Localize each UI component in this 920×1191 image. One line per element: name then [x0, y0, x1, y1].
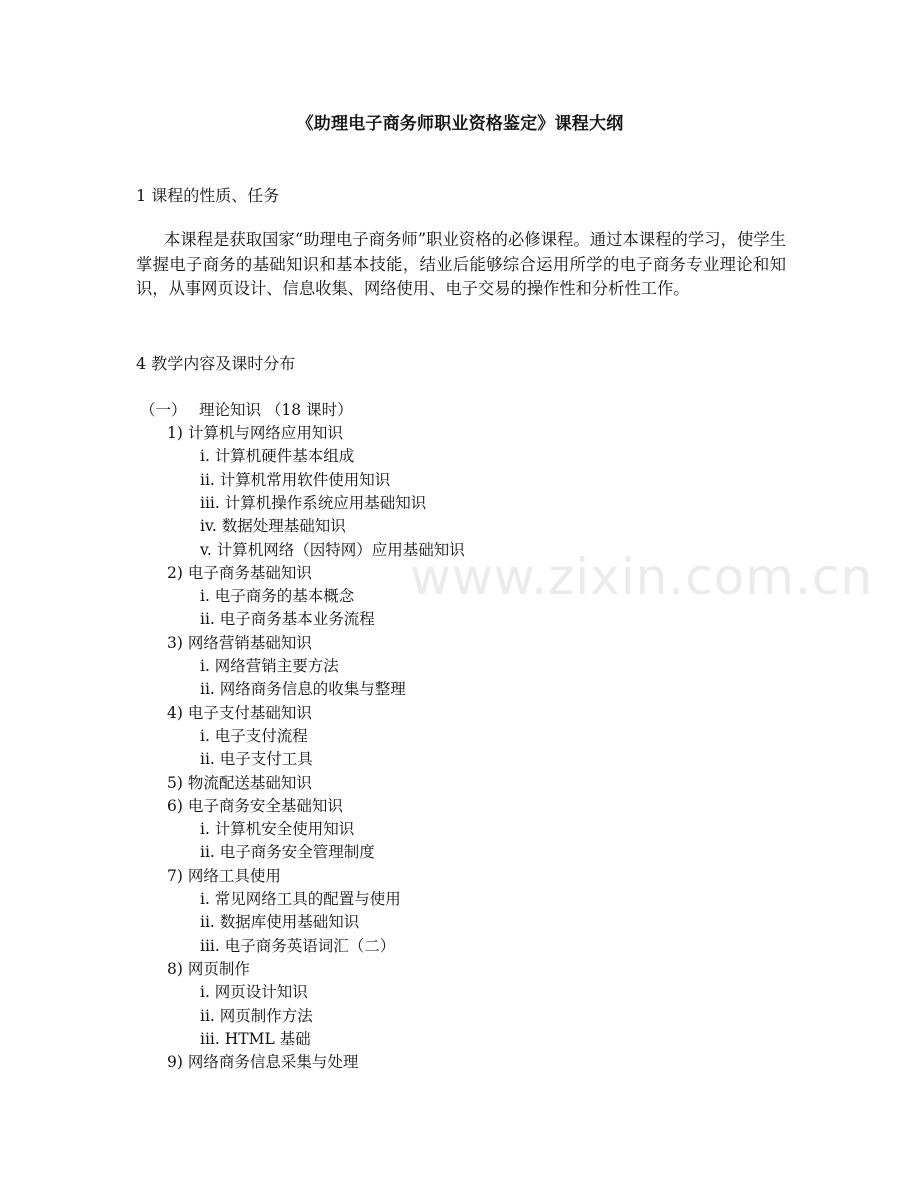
outline-subitem: ii. 电子商务安全管理制度 — [200, 843, 375, 861]
section-1-heading: 1 课程的性质、任务 — [136, 186, 280, 205]
outline-chapter: 5) 物流配送基础知识 — [167, 774, 312, 792]
section-4-heading: 4 教学内容及课时分布 — [136, 354, 296, 373]
outline-chapter: 7) 网络工具使用 — [167, 867, 281, 885]
outline-subitem: iii. HTML 基础 — [200, 1030, 311, 1048]
outline-chapter: 3) 网络营销基础知识 — [167, 634, 312, 652]
watermark: www.zixin.com.cn — [410, 548, 874, 606]
document-title: 《助理电子商务师职业资格鉴定》课程大纲 — [296, 114, 624, 134]
outline-subitem: i. 网络营销主要方法 — [200, 657, 339, 675]
outline-subitem: ii. 网页制作方法 — [200, 1007, 313, 1025]
outline-subitem: ii. 数据库使用基础知识 — [200, 913, 360, 931]
outline-subitem: ii. 电子支付工具 — [200, 750, 313, 768]
outline-chapter: 6) 电子商务安全基础知识 — [167, 797, 343, 815]
outline-subitem: i. 网页设计知识 — [200, 983, 308, 1001]
outline-subitem: i. 电子商务的基本概念 — [200, 587, 355, 605]
outline-subitem: ii. 电子商务基本业务流程 — [200, 610, 375, 628]
outline-subitem: iii. 计算机操作系统应用基础知识 — [200, 494, 427, 512]
part-label: （一） — [140, 401, 187, 419]
outline-chapter: 8) 网页制作 — [167, 960, 250, 978]
outline-subitem: i. 计算机硬件基本组成 — [200, 447, 355, 465]
outline-chapter: 4) 电子支付基础知识 — [167, 704, 312, 722]
outline-subitem: iii. 电子商务英语词汇（二） — [200, 937, 396, 955]
outline-subitem: i. 电子支付流程 — [200, 727, 308, 745]
outline-subitem: v. 计算机网络（因特网）应用基础知识 — [200, 541, 465, 559]
outline-subitem: iv. 数据处理基础知识 — [200, 517, 346, 535]
part-title: 理论知识 （18 课时） — [199, 401, 353, 419]
outline-chapter: 9) 网络商务信息采集与处理 — [167, 1053, 359, 1071]
outline-chapter: 1) 计算机与网络应用知识 — [167, 424, 343, 442]
outline-subitem: i. 计算机安全使用知识 — [200, 820, 355, 838]
outline-subitem: i. 常见网络工具的配置与使用 — [200, 890, 401, 908]
outline-subitem: ii. 网络商务信息的收集与整理 — [200, 680, 406, 698]
outline-subitem: ii. 计算机常用软件使用知识 — [200, 471, 391, 489]
section-1-paragraph: 本课程是获取国家“助理电子商务师”职业资格的必修课程。通过本课程的学习，使学生掌握电子商务的基础知识和基本技能，结业后能够综合运用所学的电子商务专业理论和知识，从事网页设计、信息收集、网络使用、电子交易的操作性和分析性工作。 — [136, 230, 786, 298]
outline-chapter: 2) 电子商务基础知识 — [167, 564, 312, 582]
